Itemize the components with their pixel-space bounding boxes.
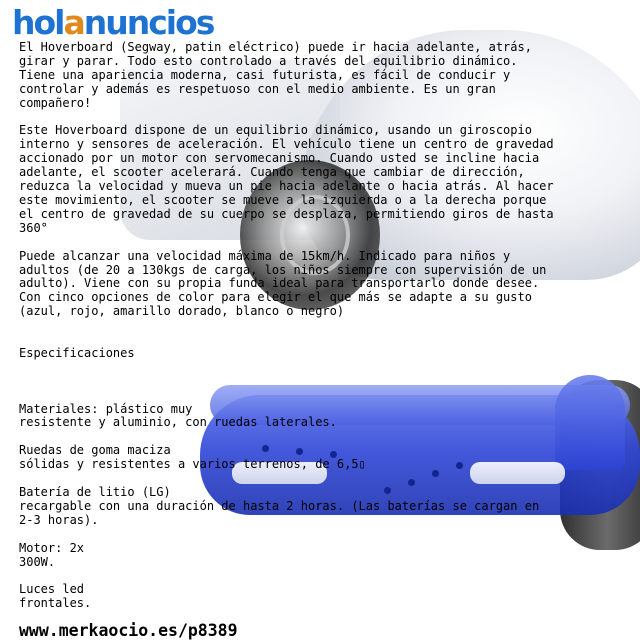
spec-item-motor: Motor: 2x 300W. — [19, 540, 85, 569]
description-paragraph: Puede alcanzar una velocidad máxima de 15km/h. Indicado para niños y adultos (de 20 a 130kgs de carga, los niños siempre con supervisión de un adulto). Viene con su propia funda ideal para transportarlo donde desee. Con cinco opciones de color para elegir el que más se adapte a su gusto (azul, rojo, amarillo dorado, blanco o negro) — [19, 248, 547, 319]
listing-description — [19, 41, 619, 611]
description-paragraph: El Hoverboard (Segway, patin eléctrico) puede ir hacia adelante, atrás, girar y parar. Todo esto controlado a través del equilibrio dinámico. Tiene una apariencia moderna, casi futurista, es fácil de conducir y controlar y además es respetuoso con el medio ambiente. Es un gran compañero! — [19, 40, 532, 110]
logo-text-start: hol — [12, 3, 64, 42]
spec-item-battery: Batería de litio (LG) recargable con una duración de hasta 2 horas. (Las baterías se cargan en 2-3 horas). — [19, 485, 540, 527]
specs-heading: Especificaciones — [19, 345, 135, 360]
spec-item-materials: Materiales: plástico muy resistente y aluminio, con ruedas laterales. — [19, 401, 337, 430]
spec-item-lights: Luces led frontales. — [19, 582, 92, 611]
source-url-link[interactable]: www.merkaocio.es/p8389 — [19, 621, 238, 640]
logo-text-accent: a — [63, 3, 84, 42]
description-paragraph: Este Hoverboard dispone de un equilibrio dinámico, usando un giroscopio interno y sensores de aceleración. El vehículo tiene un centro de gravedad accionado por un motor con servomecanismo. Cuando usted se incline hacia adelante, el scooter acelerará. Cuando tenga que cambiar de dirección, reduzca la velocidad y mueva un pie hacia adelante o hacia atrás. Al hacer este movimiento, el scooter se mueve a la izquierda o a la derecha porque el centro de gravedad de su cuerpo se desplaza, permitiendo giros de hasta 360° — [19, 123, 554, 235]
site-logo[interactable] — [12, 4, 213, 42]
logo-text-end: nuncios — [83, 3, 214, 42]
spec-item-wheels: Ruedas de goma maciza sólidas y resistentes a varios terrenos, de 6,5▯ — [19, 443, 366, 472]
